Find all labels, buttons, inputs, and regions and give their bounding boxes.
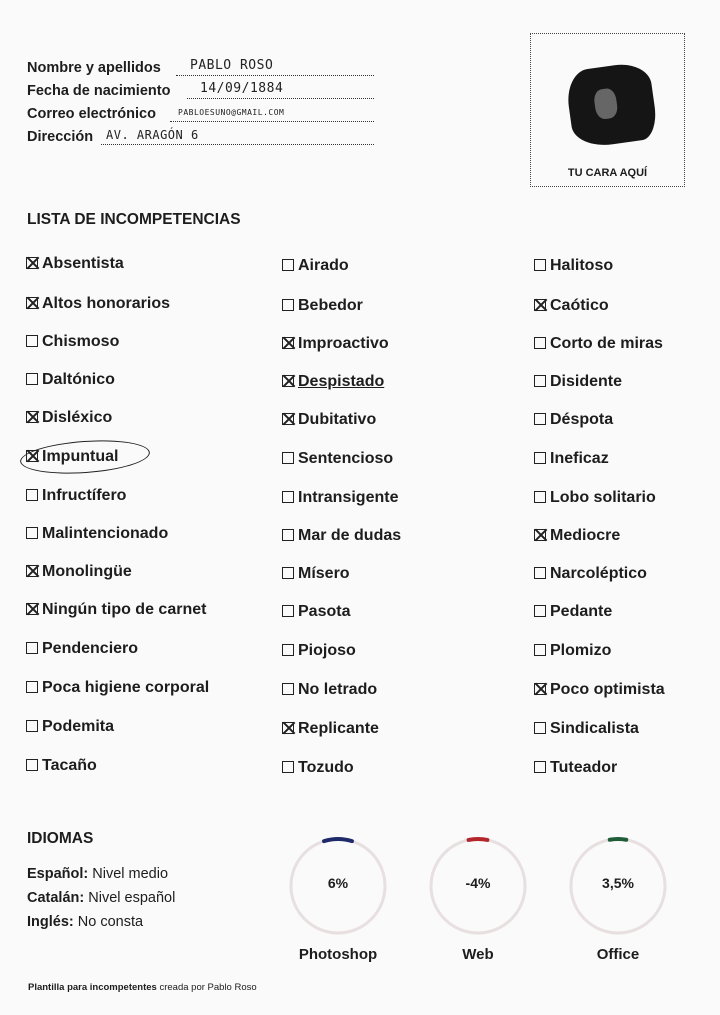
address-label: Dirección <box>27 129 94 145</box>
footer-bold: Plantilla para incompetentes <box>28 982 157 993</box>
checklist-item[interactable] <box>534 411 613 429</box>
checklist-label: Narcoléptico <box>550 565 647 582</box>
checklist-label: Infructífero <box>42 487 127 504</box>
checklist-label: Plomizo <box>550 642 612 659</box>
checkbox-unchecked[interactable] <box>26 681 38 693</box>
checklist-item[interactable] <box>534 565 647 583</box>
language-level: No consta <box>77 914 144 930</box>
checkbox-unchecked[interactable] <box>534 413 546 425</box>
checklist-label: Absentista <box>42 255 124 272</box>
checklist-item[interactable] <box>26 757 97 775</box>
checklist-label: Impuntual <box>42 448 119 465</box>
checklist-item[interactable] <box>282 681 377 699</box>
checklist-item[interactable] <box>26 640 138 658</box>
language-name: Catalán: <box>27 890 85 906</box>
gauge-value: 6% <box>327 875 349 891</box>
checkbox-unchecked[interactable] <box>534 259 546 271</box>
gauge-arc <box>469 839 488 840</box>
checklist-label: Pendenciero <box>42 640 139 657</box>
checklist-item[interactable] <box>26 718 114 736</box>
checklist-label: Lobo solitario <box>550 489 656 506</box>
checkbox-unchecked[interactable] <box>534 722 546 734</box>
checklist-item[interactable] <box>282 297 363 315</box>
checklist-label: Piojoso <box>298 642 356 659</box>
gauge-label: Web <box>462 946 494 963</box>
checkbox-unchecked[interactable] <box>534 567 546 579</box>
checkbox-unchecked[interactable] <box>26 759 38 771</box>
checkbox-unchecked[interactable] <box>26 373 38 385</box>
impuntual-circle <box>19 437 151 478</box>
checklist-label: Corto de miras <box>550 335 663 352</box>
checkbox-checked[interactable] <box>282 375 294 387</box>
checklist-label: Mísero <box>298 565 350 582</box>
checklist-label: Malintencionado <box>42 525 169 542</box>
gauge-label: Photoshop <box>298 946 378 963</box>
photo-caption: TU CARA AQUÍ <box>567 167 648 179</box>
checklist-item[interactable] <box>534 759 617 777</box>
email-value[interactable]: PABLOESUNO@GMAIL.COM <box>178 108 285 117</box>
checkbox-unchecked[interactable] <box>26 335 38 347</box>
checkbox-unchecked[interactable] <box>534 452 546 464</box>
checklist-label: Pasota <box>298 603 351 620</box>
checklist-label: Ningún tipo de carnet <box>42 601 207 618</box>
checklist-item[interactable] <box>282 411 376 429</box>
checkbox-checked[interactable] <box>26 257 38 269</box>
checklist-label: Ineficaz <box>550 450 609 467</box>
checklist-item[interactable] <box>26 487 126 505</box>
skill-gauge-photoshop <box>288 836 388 963</box>
photo-box[interactable] <box>530 33 685 187</box>
checklist-label: Disléxico <box>42 409 113 426</box>
checklist-label: Bebedor <box>298 297 363 314</box>
languages-title: IDIOMAS <box>27 830 94 847</box>
checkbox-checked[interactable] <box>534 299 546 311</box>
checklist-item[interactable] <box>282 335 389 353</box>
checklist-item[interactable] <box>534 489 656 507</box>
checklist-item[interactable] <box>282 720 379 738</box>
checklist-item[interactable] <box>26 601 206 619</box>
checkbox-unchecked[interactable] <box>534 605 546 617</box>
checklist-item[interactable] <box>26 333 119 351</box>
name-line <box>176 75 374 76</box>
checklist-item[interactable] <box>534 603 612 621</box>
checklist-label: Tozudo <box>298 759 354 776</box>
checklist-item[interactable] <box>534 642 611 660</box>
checkbox-unchecked[interactable] <box>534 761 546 773</box>
checklist-item[interactable] <box>26 295 170 313</box>
checklist-label: Poco optimista <box>550 681 665 698</box>
address-value[interactable]: AV. ARAGÓN 6 <box>106 128 199 142</box>
checklist-label: Tuteador <box>550 759 618 776</box>
checklist-label: Disidente <box>550 373 623 390</box>
gauge-value: 3,5% <box>602 875 634 891</box>
language-line <box>27 890 175 906</box>
checkbox-checked[interactable] <box>534 529 546 541</box>
checklist-item[interactable] <box>534 297 609 315</box>
skill-gauge-web <box>428 836 528 963</box>
checklist-label: Mar de dudas <box>298 527 402 544</box>
checkbox-checked[interactable] <box>282 722 294 734</box>
email-label: Correo electrónico <box>27 106 156 122</box>
checklist-item[interactable] <box>282 565 350 583</box>
checkbox-checked[interactable] <box>282 413 294 425</box>
incompetencies-title: LISTA DE INCOMPETENCIAS <box>27 211 241 228</box>
gauge-label: Office <box>596 946 640 963</box>
checkbox-unchecked[interactable] <box>282 491 294 503</box>
birth-value[interactable]: 14/09/1884 <box>200 81 284 96</box>
checklist-label: Halitoso <box>550 257 614 274</box>
language-level: Nivel español <box>88 890 176 906</box>
footer-credit <box>28 982 257 993</box>
checkbox-unchecked[interactable] <box>282 605 294 617</box>
name-value[interactable]: PABLO ROSO <box>190 58 274 73</box>
checklist-item[interactable] <box>534 720 639 738</box>
checklist-label: Airado <box>298 257 349 274</box>
checkbox-unchecked[interactable] <box>26 489 38 501</box>
checklist-label: Monolingüe <box>42 563 132 580</box>
checklist-item[interactable] <box>26 525 168 543</box>
language-line <box>27 914 143 930</box>
name-label: Nombre y apellidos <box>27 60 161 76</box>
checklist-label: Altos honorarios <box>42 295 171 312</box>
checklist-item[interactable] <box>534 681 665 699</box>
checklist-item[interactable] <box>282 759 354 777</box>
checklist-item[interactable] <box>282 527 401 545</box>
checklist-item[interactable] <box>26 563 132 581</box>
checklist-label: Pedante <box>550 603 613 620</box>
checklist-item[interactable] <box>26 409 112 427</box>
checklist-item[interactable] <box>534 335 663 353</box>
birth-line <box>187 98 374 99</box>
gauge-value: -4% <box>465 875 491 891</box>
checkbox-checked[interactable] <box>282 337 294 349</box>
checklist-label: No letrado <box>298 681 378 698</box>
checklist-label: Podemita <box>42 718 115 735</box>
checkbox-unchecked[interactable] <box>282 567 294 579</box>
checkbox-unchecked[interactable] <box>282 452 294 464</box>
checklist-label: Mediocre <box>550 527 621 544</box>
email-line <box>170 121 374 122</box>
checklist-label: Déspota <box>550 411 614 428</box>
checkbox-unchecked[interactable] <box>282 644 294 656</box>
language-level: Nivel medio <box>92 866 169 882</box>
checkbox-checked[interactable] <box>26 297 38 309</box>
checklist-item[interactable] <box>26 371 115 389</box>
checkbox-unchecked[interactable] <box>282 299 294 311</box>
checklist-label: Dubitativo <box>298 411 377 428</box>
checklist-label: Replicante <box>298 720 379 737</box>
checkbox-checked[interactable] <box>26 565 38 577</box>
language-name: Inglés: <box>27 914 74 930</box>
checklist-label: Chismoso <box>42 333 120 350</box>
checklist-item[interactable] <box>534 527 620 545</box>
skill-gauge-office <box>568 836 668 963</box>
checklist-item[interactable] <box>282 642 356 660</box>
checklist-item[interactable] <box>282 450 393 468</box>
checklist-label: Sindicalista <box>550 720 639 737</box>
checklist-label: Despistado <box>298 373 385 390</box>
checklist-label: Daltónico <box>42 371 115 388</box>
footer-rest: creada por Pablo Roso <box>156 982 257 993</box>
checkbox-checked[interactable] <box>26 603 38 615</box>
checklist-label: Sentencioso <box>298 450 394 467</box>
checkbox-unchecked[interactable] <box>26 527 38 539</box>
checklist-label: Tacaño <box>42 757 97 774</box>
face-photo <box>564 60 659 149</box>
checklist-label: Improactivo <box>298 335 389 352</box>
checkbox-unchecked[interactable] <box>534 491 546 503</box>
checkbox-unchecked[interactable] <box>282 529 294 541</box>
checkbox-unchecked[interactable] <box>26 642 38 654</box>
checklist-label: Poca higiene corporal <box>42 679 210 696</box>
checklist-item[interactable] <box>282 373 384 391</box>
checklist-item[interactable] <box>282 489 398 507</box>
address-line <box>101 144 374 145</box>
checklist-item[interactable] <box>534 257 613 275</box>
checkbox-unchecked[interactable] <box>282 683 294 695</box>
checkbox-unchecked[interactable] <box>282 259 294 271</box>
checklist-item[interactable] <box>282 257 349 275</box>
checkbox-checked[interactable] <box>26 411 38 423</box>
checkbox-unchecked[interactable] <box>282 761 294 773</box>
gauge-arc <box>610 839 626 840</box>
checklist-label: Intransigente <box>298 489 399 506</box>
language-line <box>27 866 168 882</box>
checklist-item[interactable] <box>282 603 350 621</box>
birth-label: Fecha de nacimiento <box>27 83 171 99</box>
checkbox-unchecked[interactable] <box>26 720 38 732</box>
checklist-item[interactable] <box>534 450 609 468</box>
checklist-item[interactable] <box>26 255 124 273</box>
gauge-arc <box>324 839 352 841</box>
checkbox-unchecked[interactable] <box>534 644 546 656</box>
language-name: Español: <box>27 866 89 882</box>
checklist-item[interactable] <box>26 679 209 697</box>
checkbox-unchecked[interactable] <box>534 375 546 387</box>
checkbox-unchecked[interactable] <box>534 337 546 349</box>
checklist-label: Caótico <box>550 297 609 314</box>
checklist-item[interactable] <box>534 373 622 391</box>
checkbox-checked[interactable] <box>534 683 546 695</box>
